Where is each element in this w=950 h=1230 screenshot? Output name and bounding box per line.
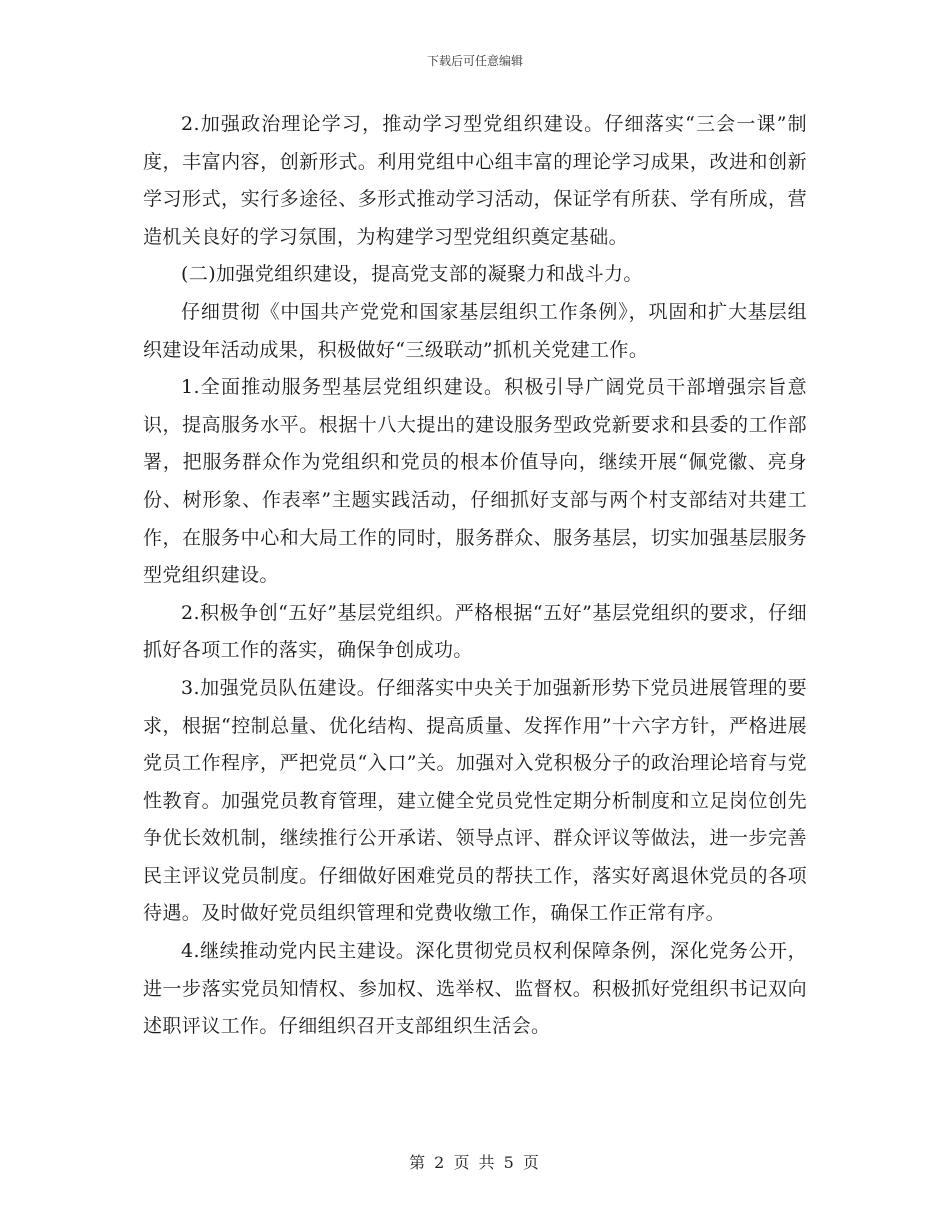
paragraph: (二)加强党组织建设，提高党支部的凝聚力和战斗力。 [181,263,643,286]
paragraph: 4.继续推动党内民主建设。深化贯彻党员权利保障条例，深化党务公开，进一步落实党员知情权、参加权、选举权、监督权。积极抓好党组织书记双向述职评议工作。仔细组织召开支部组织生活会。 [143,940,807,1038]
document-body [143,106,807,1046]
page-number: 第 2 页 共 5 页 [409,1153,541,1172]
paragraph: 2.加强政治理论学习，推动学习型党组织建设。仔细落实“三会一课”制度，丰富内容，创新形式。利用党组中心组丰富的理论学习成果，改进和创新学习形式，实行多途径、多形式推动学习活动，保证学有所获、学有所成，营造机关良好的学习氛围，为构建学习型党组织奠定基础。 [143,113,807,248]
paragraph: 3.加强党员队伍建设。仔细落实中央关于加强新形势下党员进展管理的要求，根据“控制总量、优化结构、提高质量、发挥作用”十六字方针，严格进展党员工作程序，严把党员“入口”关。加强对入党积极分子的政治理论培育与党性教育。加强党员教育管理，建立健全党员党性定期分析制度和立足岗位创先争优长效机制，继续推行公开承诺、领导点评、群众评议等做法，进一步完善民主评议党员制度。仔细做好困难党员的帮扶工作，落实好离退休党员的各项待遇。及时做好党员组织管理和党费收缴工作，确保工作正常有序。 [143,676,807,925]
paragraph: 1.全面推动服务型基层党组织建设。积极引导广阔党员干部增强宗旨意识，提高服务水平。根据十八大提出的建设服务型政党新要求和县委的工作部署，把服务群众作为党组织和党员的根本价值导向，继续开展“佩党徽、亮身份、树形象、作表率”主题实践活动，仔细抓好支部与两个村支部结对共建工作，在服务中心和大局工作的同时，服务群众、服务基层，切实加强基层服务型党组织建设。 [143,376,807,587]
page-header: 下载后可任意编辑 [426,54,523,68]
paragraph: 2.积极争创“五好”基层党组织。严格根据“五好”基层党组织的要求，仔细抓好各项工作的落实，确保争创成功。 [143,601,807,662]
paragraph: 仔细贯彻《中国共产党党和国家基层组织工作条例》，巩固和扩大基层组织建设年活动成果，积极做好“三级联动”抓机关党建工作。 [143,300,807,361]
